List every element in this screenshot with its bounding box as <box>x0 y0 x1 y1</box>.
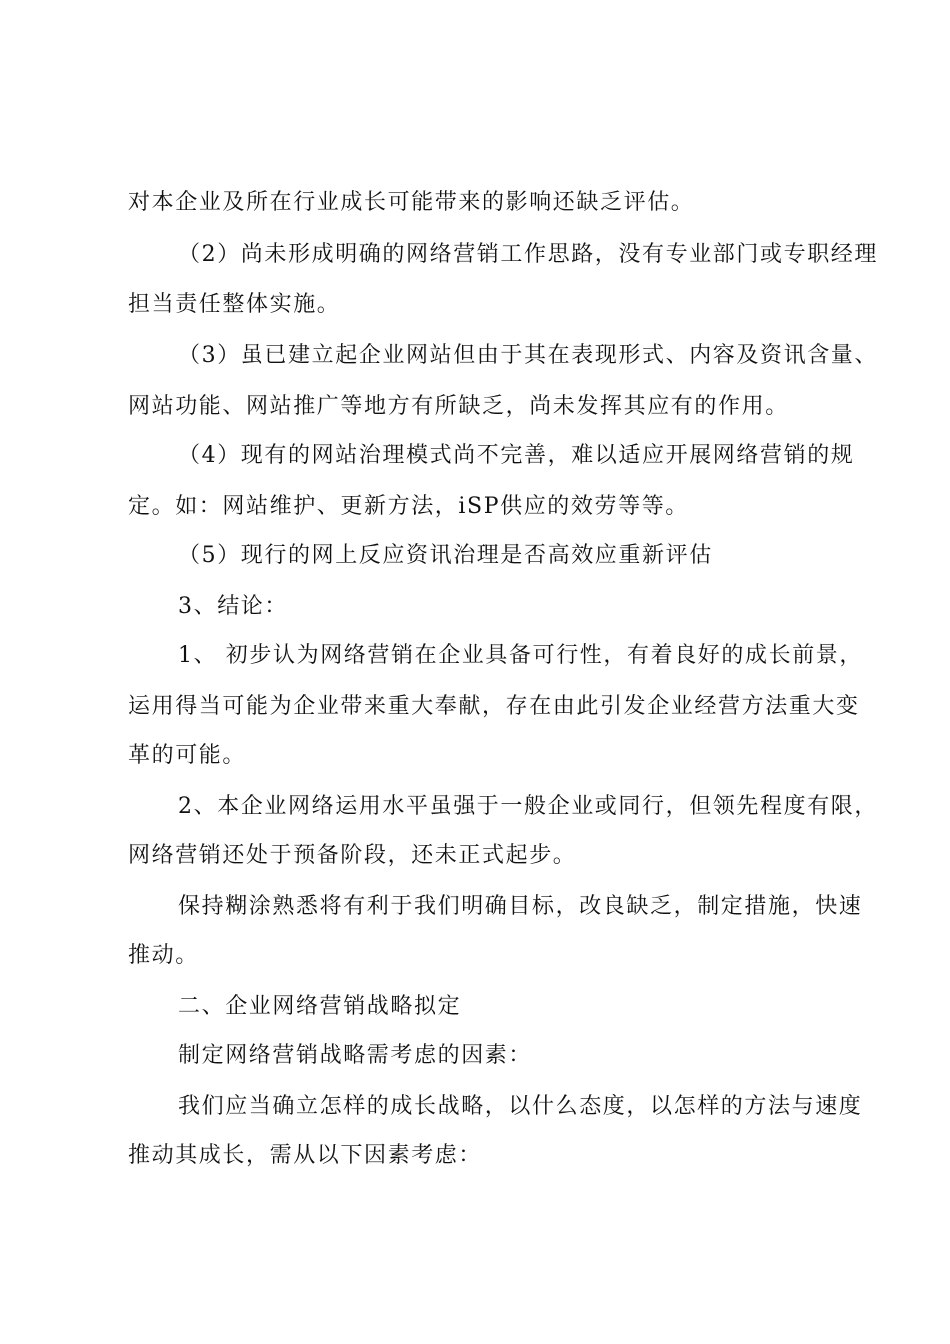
text-line: 推动其成长，需从以下因素考虑： <box>128 1143 483 1168</box>
text-line: 网站功能、网站推广等地方有所缺乏，尚未发挥其应有的作用。 <box>128 394 789 419</box>
text-line: 定。如：网站维护、更新方法，iSP供应的效劳等等。 <box>128 494 689 519</box>
text-line: 2、本企业网络运用水平虽强于一般企业或同行，但领先程度有限， <box>178 794 878 819</box>
text-line: （4）现有的网站治理模式尚不完善，难以适应开展网络营销的规 <box>178 443 855 468</box>
text-line: 保持糊涂熟悉将有利于我们明确目标，改良缺乏，制定措施，快速 <box>178 894 863 919</box>
text-line: （2）尚未形成明确的网络营销工作思路，没有专业部门或专职经理 <box>178 242 878 267</box>
text-line: （3）虽已建立起企业网站但由于其在表现形式、内容及资讯含量、 <box>178 343 878 368</box>
text-line: 制定网络营销战略需考虑的因素： <box>178 1043 533 1068</box>
text-line: 网络营销还处于预备阶段，还未正式起步。 <box>128 843 577 868</box>
text-line: 对本企业及所在行业成长可能带来的影响还缺乏评估。 <box>128 190 695 215</box>
text-line: 推动。 <box>128 943 199 968</box>
section-heading: 二、企业网络营销战略拟定 <box>178 994 462 1019</box>
text-line: 运用得当可能为企业带来重大奉献，存在由此引发企业经营方法重大变 <box>128 694 860 719</box>
text-line: 1、 初步认为网络营销在企业具备可行性，有着良好的成长前景， <box>178 643 863 668</box>
section-heading: 3、结论： <box>178 594 288 619</box>
text-line: 革的可能。 <box>128 743 247 768</box>
text-line: 担当责任整体实施。 <box>128 292 341 317</box>
text-line: （5）现行的网上反应资讯治理是否高效应重新评估 <box>178 543 713 568</box>
text-line: 我们应当确立怎样的成长战略，以什么态度，以怎样的方法与速度 <box>178 1094 863 1119</box>
